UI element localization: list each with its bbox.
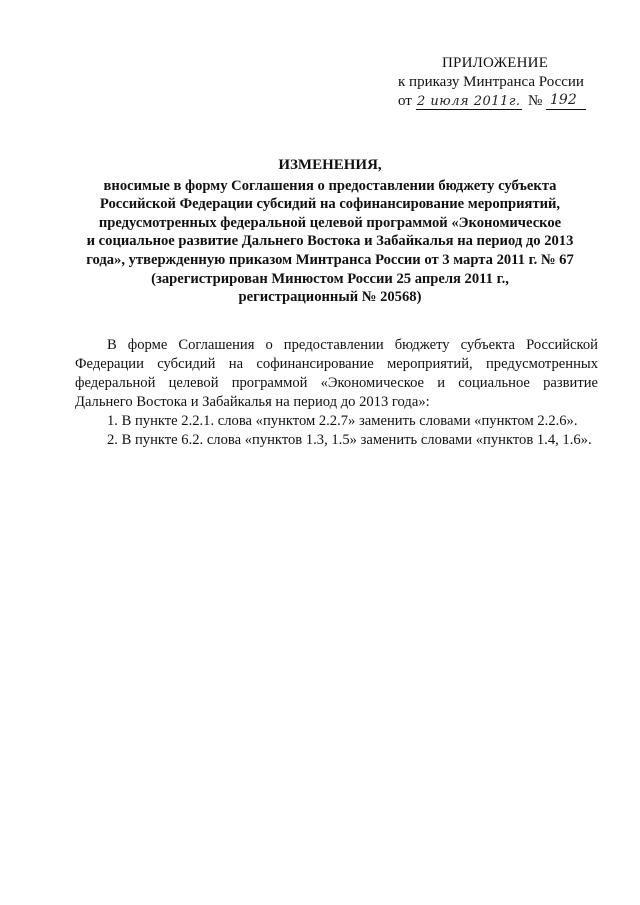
heading-line: вносимые в форму Соглашения о предоставлении бюджету субъекта [103, 177, 557, 194]
order-reference: к приказу Минтранса России [398, 74, 584, 90]
heading-line: года», утвержденную приказом Минтранса России от 3 марта 2011 г. № 67 [86, 251, 574, 268]
heading-line: и социальное развитие Дальнего Востока и Забайкалья на период до 2013 [86, 233, 574, 250]
heading-line: регистрационный № 20568) [238, 289, 422, 306]
handwritten-number: 192 [550, 92, 577, 108]
date-field [416, 90, 522, 110]
heading-line: Российской Федерации субсидий на софинансирование мероприятий, [99, 196, 561, 213]
heading-title: ИЗМЕНЕНИЯ, [278, 157, 382, 173]
amendment-item-1: 1. В пункте 2.2.1. слова «пунктом 2.2.7» заменить словами «пунктом 2.2.6». [107, 413, 578, 429]
appendix-title: ПРИЛОЖЕНИЕ [442, 55, 549, 71]
order-date-number-line [398, 92, 613, 114]
number-label: № [528, 93, 543, 109]
heading-line: предусмотренных федеральной целевой программой «Экономическое [98, 214, 562, 231]
handwritten-date: 2 июля 2011г. [417, 94, 521, 109]
number-field [546, 90, 586, 110]
appendix-block [398, 54, 613, 114]
amendment-item-2: 2. В пункте 6.2. слова «пунктов 1.3, 1.5» заменить словами «пунктов 1.4, 1.6». [107, 432, 592, 448]
from-label: от [398, 93, 412, 109]
heading-line: (зарегистрирован Минюстом России 25 апреля 2011 г., [151, 270, 509, 287]
document-heading [60, 156, 600, 307]
intro-paragraph: В форме Соглашения о предоставлении бюджету субъекта Российской Федерации субсидий на софинансирование мероприятий, предусмотренных федеральной целевой программой «Экономическое и социальное развитие Дальнего Востока и Забайкалья на период до 2013 года»: [75, 337, 598, 410]
document-body [75, 336, 598, 450]
